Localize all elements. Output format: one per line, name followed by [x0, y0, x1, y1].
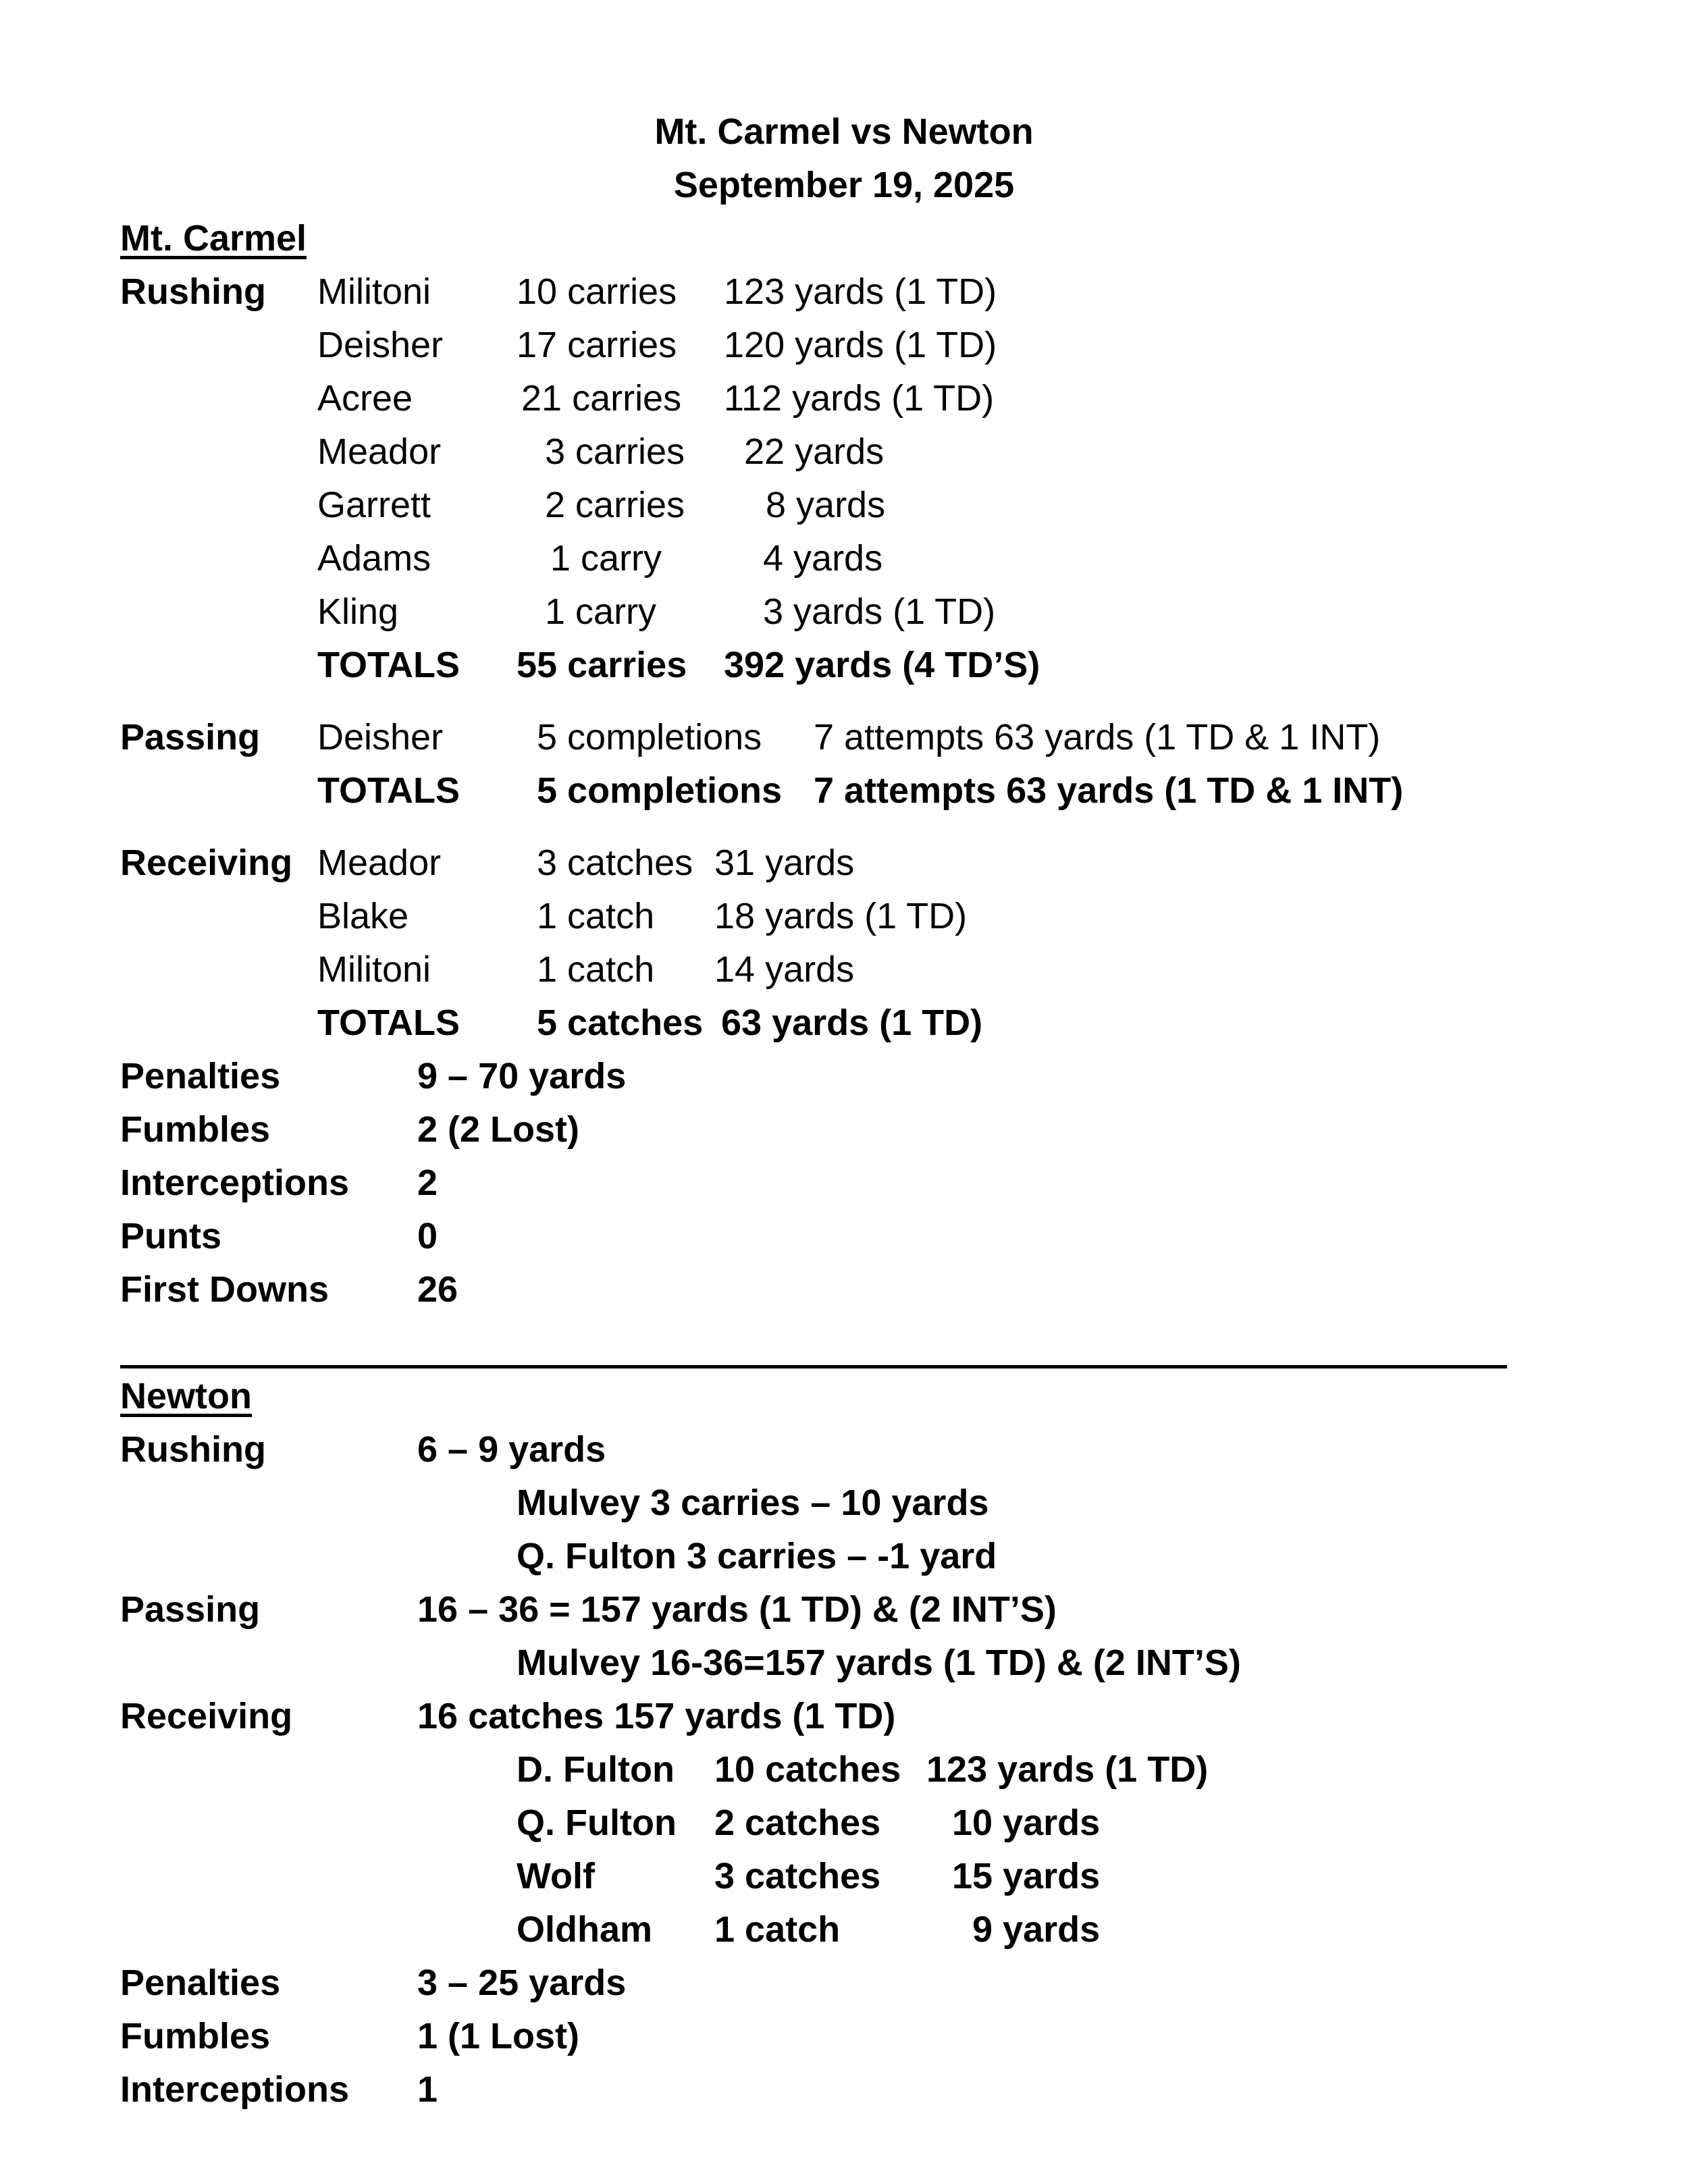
player-yards: 4 yards	[763, 538, 883, 579]
player-yards: 22 yards	[744, 431, 885, 472]
player-catches: 10 catches	[714, 1749, 901, 1790]
player-name: Meador	[317, 843, 442, 883]
player-yards: 18 yards (1 TD)	[714, 896, 968, 936]
player-catches: 3 catches	[537, 843, 693, 883]
receiving-summary: 16 catches 157 yards (1 TD)	[417, 1696, 896, 1736]
player-yards: 15 yards	[952, 1856, 1101, 1896]
stat-value: 2	[417, 1163, 438, 1203]
stat-value: 1	[417, 2069, 438, 2110]
player-completions: 5 completions	[537, 717, 762, 757]
stat-label: Fumbles	[120, 2016, 271, 2056]
stat-value: 1 (1 Lost)	[417, 2016, 580, 2056]
player-name: Meador	[317, 431, 442, 472]
section-label-rushing: Rushing	[120, 271, 266, 312]
player-name: Blake	[317, 896, 409, 936]
player-yards: 123 yards (1 TD)	[926, 1749, 1209, 1790]
section-label-receiving: Receiving	[120, 843, 293, 883]
stat-label: Penalties	[120, 1056, 281, 1096]
player-name: Oldham	[517, 1909, 653, 1950]
player-carries: 1 carry	[545, 591, 657, 632]
team-heading-newton: Newton	[120, 1376, 252, 1416]
stat-label: Penalties	[120, 1963, 281, 2003]
stat-label: First Downs	[120, 1269, 329, 1310]
player-name: Kling	[317, 591, 399, 632]
player-catches: 3 catches	[714, 1856, 881, 1896]
totals-label: TOTALS	[317, 770, 460, 811]
totals-carries: 55 carries	[517, 645, 687, 685]
rushing-detail: Mulvey 3 carries – 10 yards	[517, 1483, 989, 1523]
player-carries: 21 carries	[521, 378, 682, 419]
stat-value: 0	[417, 1216, 438, 1256]
player-name: Acree	[317, 378, 413, 419]
stat-value: 26	[417, 1269, 458, 1310]
player-carries: 17 carries	[517, 325, 677, 365]
player-carries: 1 carry	[550, 538, 662, 579]
player-name: Adams	[317, 538, 431, 579]
totals-catches: 5 catches	[537, 1003, 704, 1043]
passing-detail: Mulvey 16-36=157 yards (1 TD) & (2 INT’S)	[517, 1643, 1241, 1683]
totals-yards: 63 yards (1 TD)	[721, 1003, 983, 1043]
rushing-detail: Q. Fulton 3 carries – -1 yard	[517, 1536, 997, 1576]
player-catches: 2 catches	[714, 1803, 881, 1843]
player-carries: 3 carries	[545, 431, 685, 472]
totals-yards: 392 yards (4 TD’S)	[724, 645, 1040, 685]
player-yards: 31 yards	[714, 843, 855, 883]
player-name: D. Fulton	[517, 1749, 675, 1790]
totals-attempts-yards: 7 attempts 63 yards (1 TD & 1 INT)	[814, 770, 1404, 811]
totals-label: TOTALS	[317, 645, 460, 685]
player-catches: 1 catch	[714, 1909, 841, 1950]
player-yards: 120 yards (1 TD)	[724, 325, 997, 365]
player-name: Garrett	[317, 485, 431, 525]
section-divider	[120, 1365, 1507, 1368]
player-carries: 10 carries	[517, 271, 677, 312]
passing-summary: 16 – 36 = 157 yards (1 TD) & (2 INT’S)	[417, 1589, 1057, 1630]
section-label-passing: Passing	[120, 1589, 261, 1630]
player-catches: 1 catch	[537, 896, 655, 936]
player-yards: 112 yards (1 TD)	[724, 378, 995, 419]
document-date: September 19, 2025	[673, 165, 1015, 205]
player-name: Militoni	[317, 949, 431, 990]
section-label-rushing: Rushing	[120, 1429, 266, 1470]
section-label-receiving: Receiving	[120, 1696, 293, 1736]
player-name: Deisher	[317, 325, 444, 365]
player-name: Deisher	[317, 717, 444, 757]
stat-label: Interceptions	[120, 2069, 350, 2110]
stat-value: 9 – 70 yards	[417, 1056, 627, 1096]
document-title: Mt. Carmel vs Newton	[654, 111, 1034, 152]
rushing-summary: 6 – 9 yards	[417, 1429, 606, 1470]
stat-value: 2 (2 Lost)	[417, 1109, 580, 1150]
player-yards: 8 yards	[766, 485, 886, 525]
player-name: Q. Fulton	[517, 1803, 677, 1843]
player-carries: 2 carries	[545, 485, 685, 525]
stat-label: Fumbles	[120, 1109, 271, 1150]
stat-label: Punts	[120, 1216, 222, 1256]
stat-value: 3 – 25 yards	[417, 1963, 627, 2003]
player-yards: 3 yards (1 TD)	[763, 591, 996, 632]
player-name: Militoni	[317, 271, 431, 312]
totals-completions: 5 completions	[537, 770, 783, 811]
player-yards: 14 yards	[714, 949, 855, 990]
team-heading-mtcarmel: Mt. Carmel	[120, 218, 307, 259]
player-attempts-yards: 7 attempts 63 yards (1 TD & 1 INT)	[814, 717, 1381, 757]
player-catches: 1 catch	[537, 949, 655, 990]
player-name: Wolf	[517, 1856, 595, 1896]
section-label-passing: Passing	[120, 717, 261, 757]
player-yards: 9 yards	[972, 1909, 1101, 1950]
player-yards: 10 yards	[952, 1803, 1101, 1843]
player-yards: 123 yards (1 TD)	[724, 271, 997, 312]
totals-label: TOTALS	[317, 1003, 460, 1043]
stat-label: Interceptions	[120, 1163, 350, 1203]
